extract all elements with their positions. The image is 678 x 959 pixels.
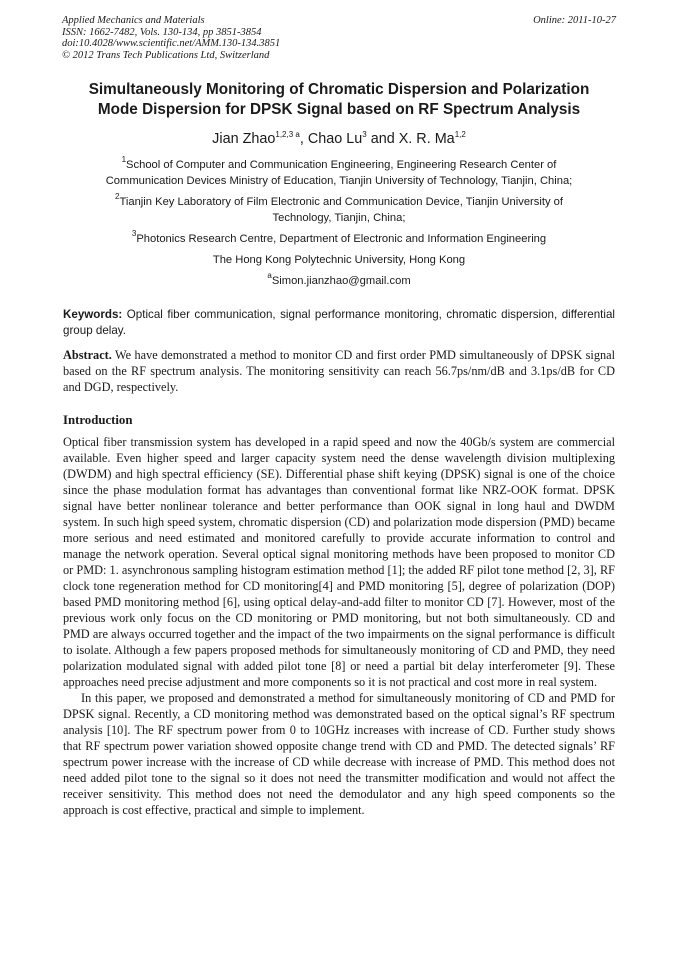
affiliation-3-line-2: The Hong Kong Polytechnic University, Hong Kong [212, 254, 466, 266]
author-list [62, 129, 616, 149]
affiliation-2-line-1: $^2$Tianjin Key Laboratory of Film Electronic and Communication Device, Tianjin University of [115, 192, 563, 208]
issn-line: ISSN: 1662-7482, Vols. 130-134, pp 3851-3854 [62, 26, 262, 38]
author-1-sup: 1,2,3 a [275, 130, 300, 139]
intro-paragraph-1: Optical fiber transmission system has developed in a rapid speed and now the 40Gb/s system are commercial available. Even higher speed and larger capacity system need the dense wavelength division multiplexing (DWDM) and high spectral efficiency (SE). Differential phase shift keying (DPSK) signal is one of the choice since the phase modulation format has advantages than conventional format like NRZ-OOK format. DPSK signal have better nonlinear tolerance and better performance than OOK signal in long haul and DWDM system. In such high speed system, chromatic dispersion (CD) and polarization mode dispersion (PMD) became more serious and need estimated and monitored carefully to provide accurate information to control and manage the network operation. Several optical signal monitoring methods have been proposed to monitor CD or PMD: 1. asynchronous sampling histogram estimation method [1]; the added RF pilot tone method [2, 3], RF clock tone regeneration method for CD monitoring[4] and PMD monitoring [5], degree of polarization (DOP) based PMD monitoring method [6], using optical delay-and-add filter to monitor CD [7]. However, most of the previous work only focus on the CD monitoring or PMD monitoring, but not both simultaneously. CD and PMD are always occurred together and the impact of the two impairments on the signal performance is difficult to isolate. Although a few papers proposed methods for simultaneously monitoring of CD and PMD, they need polarization modulated signal with added pilot tone [8] or need a partial bit delay interferometer [9]. These approaches need precise adjustment and more components so it is not practical and cost more in real system. [63, 435, 615, 689]
affiliations [62, 157, 616, 289]
author-3-sup: 1,2 [454, 130, 466, 139]
journal-name: Applied Mechanics and Materials [62, 15, 205, 26]
abstract-label: Abstract. [63, 348, 112, 362]
affiliation-1-sup: 1 [121, 155, 127, 164]
keywords-text: Optical fiber communication, signal performance monitoring, chromatic dispersion, differential group delay. [63, 308, 615, 337]
author-email[interactable]: $^a$Simon.jianzhao@gmail.com [267, 271, 411, 287]
author-1-name: Jian Zhao [212, 131, 276, 147]
title-line-2: Mode Dispersion for DPSK Signal based on RF Spectrum Analysis [97, 101, 581, 118]
abstract-text: We have demonstrated a method to monitor CD and first order PMD simultaneously of DPSK signal based on the RF spectrum analysis. The monitoring sensitivity can reach 56.7ps/nm/dB and 3.1ps/dB for CD and DGD, respectively. [63, 348, 615, 394]
affiliation-2-line-2: Technology, Tianjin, China; [272, 212, 406, 224]
author-2-name: , Chao Lu [299, 131, 363, 147]
affiliation-3-line-1: $^3$Photonics Research Centre, Department of Electronic and Information Engineering [131, 229, 547, 245]
copyright-line: © 2012 Trans Tech Publications Ltd, Switzerland [62, 49, 270, 61]
online-date: Online: 2011-10-27 [533, 15, 616, 26]
intro-paragraph-2: In this paper, we proposed and demonstrated a method for simultaneously monitoring of CD and PMD for DPSK signal. Recently, a CD monitoring method was demonstrated based on the optical signal’s RF spectrum analysis [10]. The RF spectrum power from 0 to 10GHz increases with increase of CD. Further study shows that RF spectrum power variation showed opposite change trend with CD and PMD. The detected signals’ RF spectrum power increase with the increase of CD while decrease with increase of PMD. This method does not need added pilot tone to the signal so it does not need the transmitter modification and would not affect the receiver sensitivity. This method does not need the demodulator and any high speed components so the approach is cost effective, practical and simple to implement. [63, 691, 615, 817]
affiliation-1-line-2: Communication Devices Ministry of Education, Tianjin University of Technology, Tianjin, China; [105, 175, 573, 187]
affiliation-3-sup: 3 [131, 229, 137, 238]
keywords [63, 307, 615, 339]
email-sup: a [267, 271, 272, 280]
paper-title [62, 80, 616, 120]
doi-line: doi:10.4028/www.scientific.net/AMM.130-134.3851 [62, 38, 281, 49]
author-2-sup: 3 [362, 130, 367, 139]
keywords-label: Keywords: [63, 308, 123, 321]
journal-header [62, 15, 280, 61]
section-heading-introduction: Introduction [63, 413, 133, 427]
author-3-name: and X. R. Ma [366, 131, 455, 147]
title-line-1: Simultaneously Monitoring of Chromatic Dispersion and Polarization [88, 81, 590, 98]
affiliation-2-sup: 2 [115, 192, 120, 201]
abstract [63, 347, 615, 395]
paper-body [63, 307, 615, 818]
affiliation-1-line-1: $^1$School of Computer and Communication Engineering, Engineering Research Center of [121, 155, 557, 171]
